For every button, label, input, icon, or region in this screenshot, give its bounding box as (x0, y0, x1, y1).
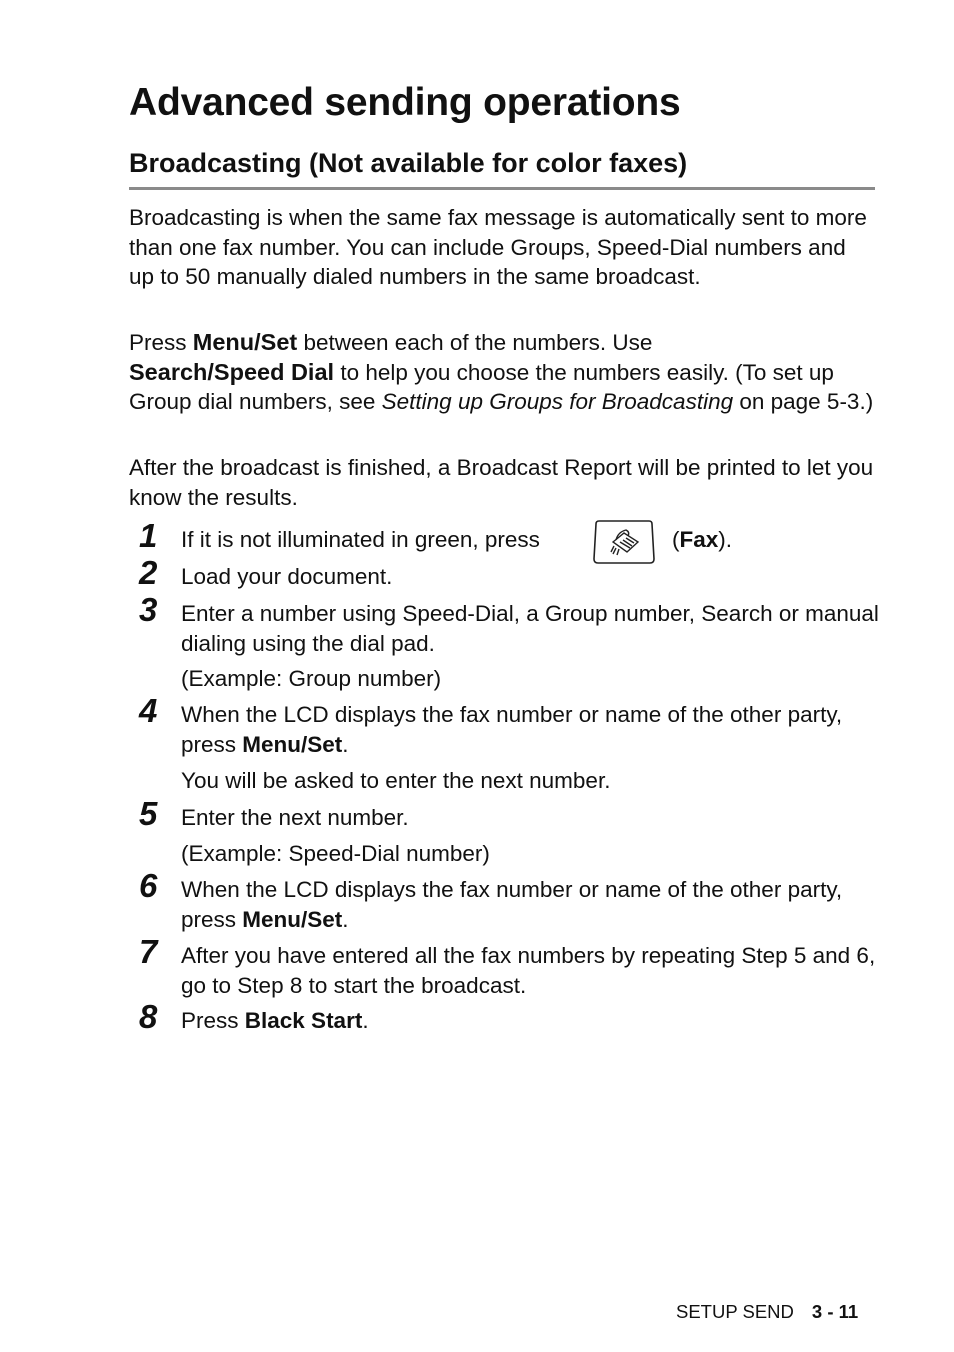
text: to help you choose the numbers easily. (To set up Group dial numbers, see (129, 359, 834, 415)
search-speed-dial-key-label: Search/Speed Dial (129, 358, 335, 385)
step-1-key-label (672, 525, 792, 555)
footer-page-number: 3 - 11 (811, 1301, 859, 1322)
step-5-example: (Example: Speed-Dial number) (181, 841, 490, 866)
step-number-6: 6 (139, 867, 158, 904)
step-number-5: 5 (139, 795, 158, 832)
text: Press (129, 330, 193, 355)
menu-set-key-label: Menu/Set (192, 329, 298, 355)
step-8-text (181, 1006, 881, 1036)
intro-paragraph-3: After the broadcast is finished, a Broadcast Report will be printed to let you know the results. (129, 455, 874, 510)
footer-section-name: SETUP SEND (676, 1301, 794, 1322)
text: between each of the numbers. Use (297, 330, 653, 355)
fax-button-icon (593, 518, 655, 565)
step-2-text: Load your document. (181, 564, 393, 589)
page-footer (676, 1301, 858, 1323)
text: If it is not illuminated in green, press (181, 527, 540, 552)
step-number-7: 7 (139, 933, 158, 970)
text: Press (181, 1008, 245, 1033)
text: ). (718, 527, 733, 552)
menu-set-key-label: Menu/Set (242, 906, 343, 932)
step-4-text (181, 700, 881, 759)
step-number-3: 3 (139, 591, 158, 628)
black-start-key-label: Black Start (244, 1008, 363, 1033)
step-number-4: 4 (139, 692, 158, 729)
step-4-note: You will be asked to enter the next number. (181, 768, 611, 793)
step-number-2: 2 (139, 554, 158, 591)
step-3-text: Enter a number using Speed-Dial, a Group number, Search or manual dialing using the dial pad. (181, 601, 879, 656)
fax-key-label: Fax (679, 527, 719, 552)
text: When the LCD displays the fax number or name of the other party, press (181, 702, 843, 757)
step-5-text: Enter the next number. (181, 805, 409, 830)
step-7-text: After you have entered all the fax numbers by repeating Step 5 and 6, go to Step 8 to start the broadcast. (181, 943, 876, 998)
step-6-text (181, 875, 881, 934)
page-title: Advanced sending operations (129, 81, 681, 124)
step-number-8: 8 (139, 998, 158, 1035)
intro-paragraph-1: Broadcasting is when the same fax message is automatically sent to more than one fax number. You can include Groups, Speed-Dial numbers and up to 50 manually dialed numbers in the same broadcast. (129, 205, 867, 290)
cross-reference: Setting up Groups for Broadcasting (381, 389, 734, 415)
intro-paragraph-2 (129, 328, 874, 417)
text: When the LCD displays the fax number or name of the other party, press (181, 877, 843, 932)
menu-set-key-label: Menu/Set (242, 731, 343, 757)
text: ( (672, 527, 680, 552)
section-heading: Broadcasting (Not available for color faxes) (129, 145, 875, 190)
text: . (362, 1008, 369, 1033)
step-number-1: 1 (139, 517, 158, 554)
text: on page 5-3.) (733, 389, 874, 415)
step-3-example: (Example: Group number) (181, 666, 442, 691)
text: . (342, 731, 349, 757)
text: . (342, 906, 349, 932)
